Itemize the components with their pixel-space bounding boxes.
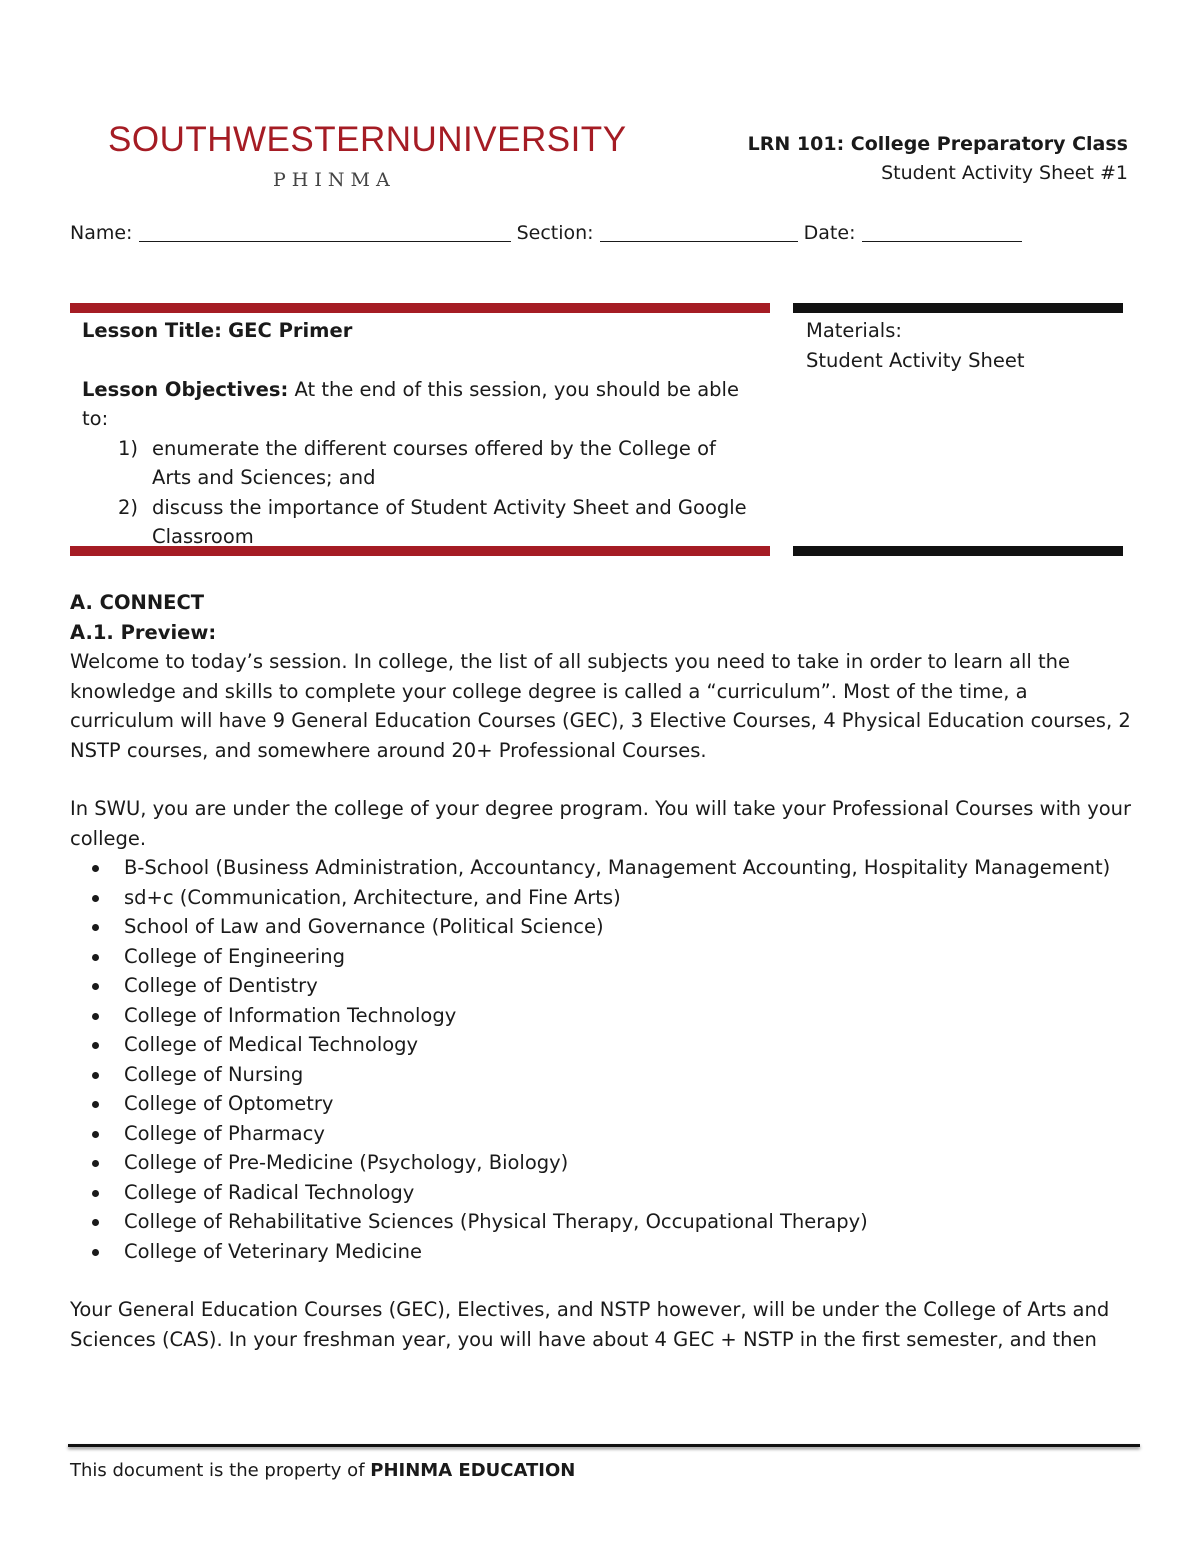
lesson-objectives: Lesson Objectives: At the end of this session, you should be able to: [82, 377, 739, 430]
list-item: 1) enumerate the different courses offered by the College of Arts and Sciences; and [118, 436, 716, 489]
materials-top-black-bar [793, 303, 1123, 313]
cas-paragraph: Your General Education Courses (GEC), Electives, and NSTP however, will be under the College of Arts and Sciences (CAS). In your freshman year, you will have about 4 GEC + NSTP in the first semester, and then [70, 1298, 1110, 1351]
name-label: Name: [70, 222, 133, 244]
materials-block [806, 316, 1024, 375]
list-item: College of Information Technology [70, 1001, 1135, 1031]
lesson-top-red-bar [70, 303, 770, 313]
bullet-icon [92, 1190, 99, 1197]
student-info-fields [70, 220, 1022, 246]
course-title: LRN 101: College Preparatory Class [747, 133, 1128, 155]
list-item: College of Radical Technology [70, 1178, 1135, 1208]
bullet-icon [92, 1072, 99, 1079]
colleges-list [70, 853, 1135, 1266]
phinma-logo-text: PHINMA [273, 169, 396, 191]
list-item: 2) discuss the importance of Student Activity Sheet and Google Classroom [118, 495, 747, 548]
list-item: School of Law and Governance (Political Science) [70, 912, 1135, 942]
activity-sheet-label: Student Activity Sheet #1 [881, 162, 1128, 184]
list-item: College of Pre-Medicine (Psychology, Biology) [70, 1148, 1135, 1178]
footer-owner: PHINMA EDUCATION [370, 1460, 576, 1481]
bullet-icon [92, 1013, 99, 1020]
preview-paragraph: Welcome to today’s session. In college, the list of all subjects you need to take in order to learn all the knowledge and skills to complete your college degree is called a “curriculum”. Most of the time, a curriculum will have 9 General Education Courses (GEC), 3 Elective Courses, 4 Physical Education courses, 2 NSTP courses, and somewhere around 20+ Professional Courses. [70, 650, 1131, 762]
date-label: Date: [803, 222, 856, 244]
bullet-icon [92, 865, 99, 872]
footer-text: This document is the property of [70, 1460, 365, 1481]
list-item: College of Engineering [70, 942, 1135, 972]
footer-divider [68, 1444, 1140, 1447]
bullet-icon [92, 924, 99, 931]
bullet-icon [92, 1101, 99, 1108]
list-item: College of Rehabilitative Sciences (Physical Therapy, Occupational Therapy) [70, 1207, 1135, 1237]
name-blank[interactable] [139, 223, 511, 242]
section-blank[interactable] [600, 223, 798, 242]
bullet-icon [92, 895, 99, 902]
section-label: Section: [516, 222, 594, 244]
bullet-icon [92, 983, 99, 990]
materials-value: Student Activity Sheet [806, 348, 1025, 372]
date-blank[interactable] [862, 223, 1022, 242]
university-logo: SOUTHWESTERNUNIVERSITY [108, 120, 627, 159]
lesson-block [82, 316, 752, 552]
lesson-title: Lesson Title: GEC Primer [82, 319, 353, 342]
list-item: College of Pharmacy [70, 1119, 1135, 1149]
materials-bottom-black-bar [793, 546, 1123, 556]
bullet-icon [92, 954, 99, 961]
list-item: College of Optometry [70, 1089, 1135, 1119]
objectives-list [82, 434, 752, 552]
swu-paragraph: In SWU, you are under the college of your degree program. You will take your Professional Courses with your college. [70, 797, 1132, 850]
section-heading: A. CONNECT [70, 591, 205, 614]
section-subheading: A.1. Preview: [70, 620, 217, 644]
list-item: College of Dentistry [70, 971, 1135, 1001]
bullet-icon [92, 1249, 99, 1256]
list-item: College of Medical Technology [70, 1030, 1135, 1060]
bullet-icon [92, 1219, 99, 1226]
bullet-icon [92, 1160, 99, 1167]
list-item: B-School (Business Administration, Accountancy, Management Accounting, Hospitality Management) [70, 853, 1135, 883]
list-item: College of Veterinary Medicine [70, 1237, 1135, 1267]
list-item: College of Nursing [70, 1060, 1135, 1090]
footer [70, 1459, 575, 1483]
materials-label: Materials: [806, 319, 902, 342]
list-item: sd+c (Communication, Architecture, and Fine Arts) [70, 883, 1135, 913]
bullet-icon [92, 1042, 99, 1049]
bullet-icon [92, 1131, 99, 1138]
section-connect [70, 588, 1135, 1354]
